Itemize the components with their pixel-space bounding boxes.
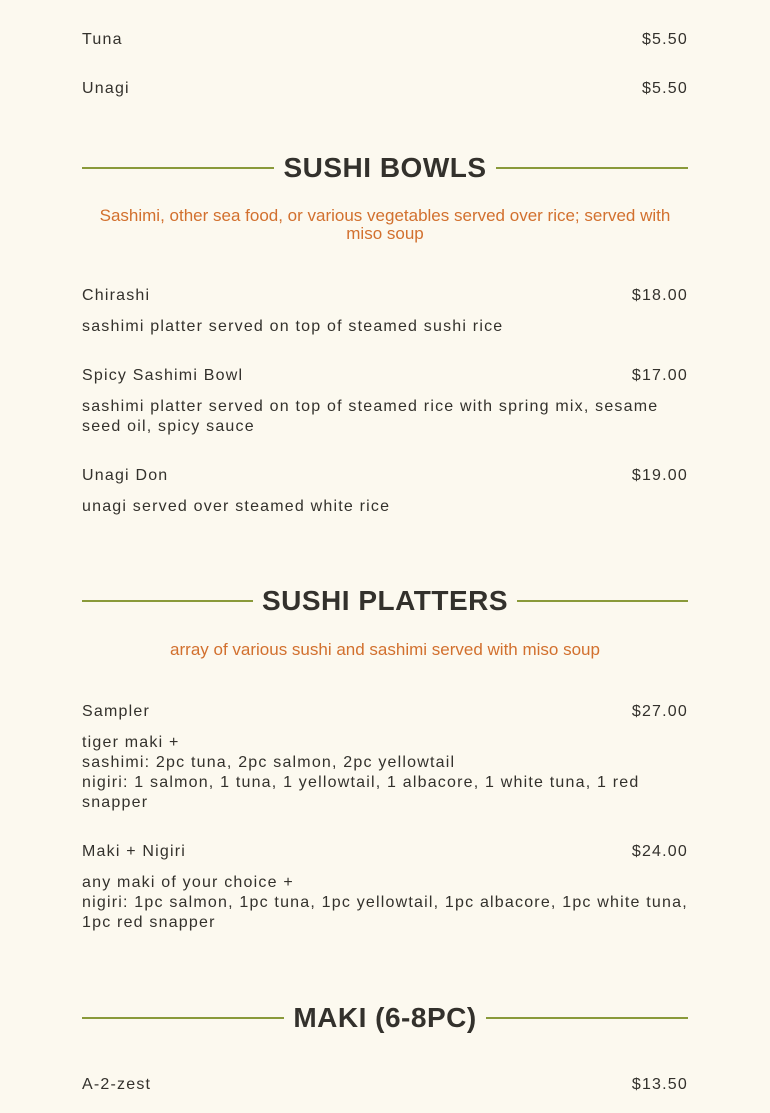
item-description (82, 873, 688, 933)
item-description (82, 733, 688, 813)
section-header (82, 585, 688, 617)
divider-line-left (82, 1017, 284, 1019)
menu-item (82, 842, 688, 862)
item-description (82, 397, 688, 437)
item-price: $24.00 (631, 843, 688, 860)
item-price: $5.50 (641, 80, 688, 97)
menu-item (82, 366, 688, 386)
section-maki (82, 1002, 688, 1095)
section-header (82, 1002, 688, 1034)
description-line: any maki of your choice + (82, 874, 294, 891)
item-price: $27.00 (631, 703, 688, 720)
menu-content (82, 0, 688, 1095)
description-line: sashimi platter served on top of steamed rice with spring mix, sesame seed oil, spicy sauce (82, 398, 659, 435)
description-line: nigiri: 1pc salmon, 1pc tuna, 1pc yellowtail, 1pc albacore, 1pc white tuna, 1pc red snapper (82, 894, 688, 931)
description-line: nigiri: 1 salmon, 1 tuna, 1 yellowtail, 1 albacore, 1 white tuna, 1 red snapper (82, 774, 640, 811)
section-title: SUSHI PLATTERS (261, 585, 509, 616)
section-sushi-platters (82, 585, 688, 933)
item-description (82, 317, 688, 337)
item-name: Tuna (82, 31, 123, 48)
item-price: $5.50 (641, 31, 688, 48)
item-name: Spicy Sashimi Bowl (82, 367, 244, 384)
item-price: $13.50 (631, 1076, 688, 1093)
item-description (82, 497, 688, 517)
item-price (642, 0, 688, 1)
item-name: Maki + Nigiri (82, 843, 187, 860)
section-title: SUSHI BOWLS (283, 152, 487, 183)
top-items (82, 0, 688, 99)
section-title: MAKI (6-8PC) (293, 1002, 477, 1033)
menu-item (82, 30, 688, 50)
item-price: $18.00 (631, 287, 688, 304)
item-price: $17.00 (631, 367, 688, 384)
description-line: tiger maki + (82, 734, 180, 751)
menu-item (82, 286, 688, 306)
item-price: $19.00 (631, 467, 688, 484)
description-line: unagi served over steamed white rice (82, 498, 391, 515)
description-line: sashimi platter served on top of steamed sushi rice (82, 318, 504, 335)
divider-line-right (486, 1017, 688, 1019)
item-name: Sampler (82, 703, 150, 720)
description-line: sashimi: 2pc tuna, 2pc salmon, 2pc yellowtail (82, 754, 456, 771)
item-name (82, 0, 243, 1)
item-name: Chirashi (82, 287, 151, 304)
menu-item (82, 0, 688, 1)
item-name: A-2-zest (82, 1076, 152, 1093)
item-name: Unagi Don (82, 467, 169, 484)
section-subtitle: array of various sushi and sashimi served with miso soup (170, 640, 600, 659)
divider-line-left (82, 167, 274, 169)
menu-item (82, 79, 688, 99)
menu-item (82, 702, 688, 722)
menu-item (82, 1075, 688, 1095)
divider-line-left (82, 600, 253, 602)
divider-line-right (517, 600, 688, 602)
section-header (82, 152, 688, 184)
section-sushi-bowls (82, 152, 688, 517)
section-subtitle: Sashimi, other sea food, or various vegetables served over rice; served with miso soup (99, 206, 671, 243)
item-name: Unagi (82, 80, 130, 97)
menu-item (82, 466, 688, 486)
divider-line-right (496, 167, 688, 169)
